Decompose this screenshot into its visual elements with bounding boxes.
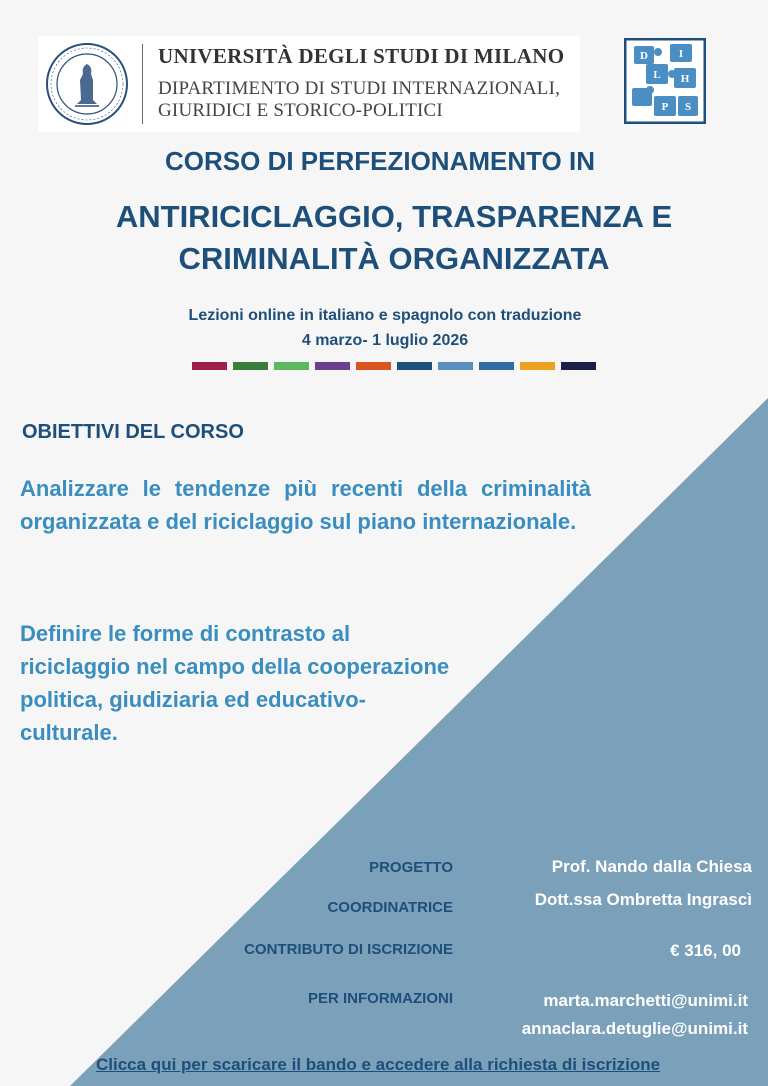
progetto-label: PROGETTO: [369, 859, 453, 876]
contributo-label: CONTRIBUTO DI ISCRIZIONE: [244, 941, 453, 958]
objective-1: Analizzare le tendenze più recenti della criminalità organizzata e del riciclaggio sul piano internazionale.: [20, 476, 591, 534]
color-bar-segment: [397, 362, 432, 370]
logo-letter-l: L: [653, 69, 661, 81]
coordinatrice-label: COORDINATRICE: [327, 899, 453, 916]
color-bar-segment: [561, 362, 596, 370]
course-type-label: CORSO DI PERFEZIONAMENTO IN: [165, 146, 595, 176]
objectives-heading: OBIETTIVI DEL CORSO: [22, 421, 244, 443]
header-divider: [142, 44, 143, 124]
contact-email-2[interactable]: annaclara.detuglie@unimi.it: [521, 1019, 748, 1038]
logo-letter-h: H: [680, 73, 690, 85]
logo-letter-i: I: [678, 48, 684, 60]
color-bar-segment: [356, 362, 391, 370]
progetto-value: Prof. Nando dalla Chiesa: [551, 857, 752, 876]
color-bar-segment: [192, 362, 227, 370]
course-dates: 4 marzo- 1 luglio 2026: [301, 332, 469, 349]
coordinatrice-value: Dott.ssa Ombretta Ingrascì: [534, 890, 752, 909]
color-bar: [192, 362, 596, 370]
course-title-line-1: ANTIRICICLAGGIO, TRASPARENZA E: [115, 199, 673, 234]
lessons-info: Lezioni online in italiano e spagnolo con traduzione: [188, 307, 582, 324]
color-bar-segment: [274, 362, 309, 370]
department-name: [158, 78, 598, 122]
department-line-2: GIURIDICI E STORICO-POLITICI: [158, 100, 443, 121]
university-name: UNIVERSITÀ DEGLI STUDI DI MILANO: [158, 44, 565, 68]
logo-letter-p: P: [661, 101, 669, 113]
course-title-line-2: CRIMINALITÀ ORGANIZZATA: [178, 241, 610, 276]
department-line-1: DIPARTIMENTO DI STUDI INTERNAZIONALI,: [158, 78, 561, 99]
color-bar-segment: [233, 362, 268, 370]
logo-letter-d: D: [640, 50, 648, 62]
dilhps-puzzle-logo: [624, 38, 706, 124]
university-seal-icon: [45, 42, 129, 126]
color-bar-segment: [315, 362, 350, 370]
color-bar-segment: [520, 362, 555, 370]
objective-2: Definire le forme di contrasto al riciclaggio nel campo della cooperazione politica, giudiziaria ed educativo-culturale.: [20, 621, 450, 745]
color-bar-segment: [479, 362, 514, 370]
contact-email-1[interactable]: marta.marchetti@unimi.it: [543, 991, 748, 1010]
course-title: [0, 196, 768, 280]
informazioni-label: PER INFORMAZIONI: [308, 990, 453, 1007]
color-bar-segment: [438, 362, 473, 370]
logo-letter-s: S: [684, 101, 692, 113]
course-subtitle: [0, 303, 768, 353]
enrollment-link[interactable]: Clicca qui per scaricare il bando e accedere alla richiesta di iscrizione: [96, 1055, 661, 1074]
contributo-value: € 316, 00: [670, 941, 741, 960]
